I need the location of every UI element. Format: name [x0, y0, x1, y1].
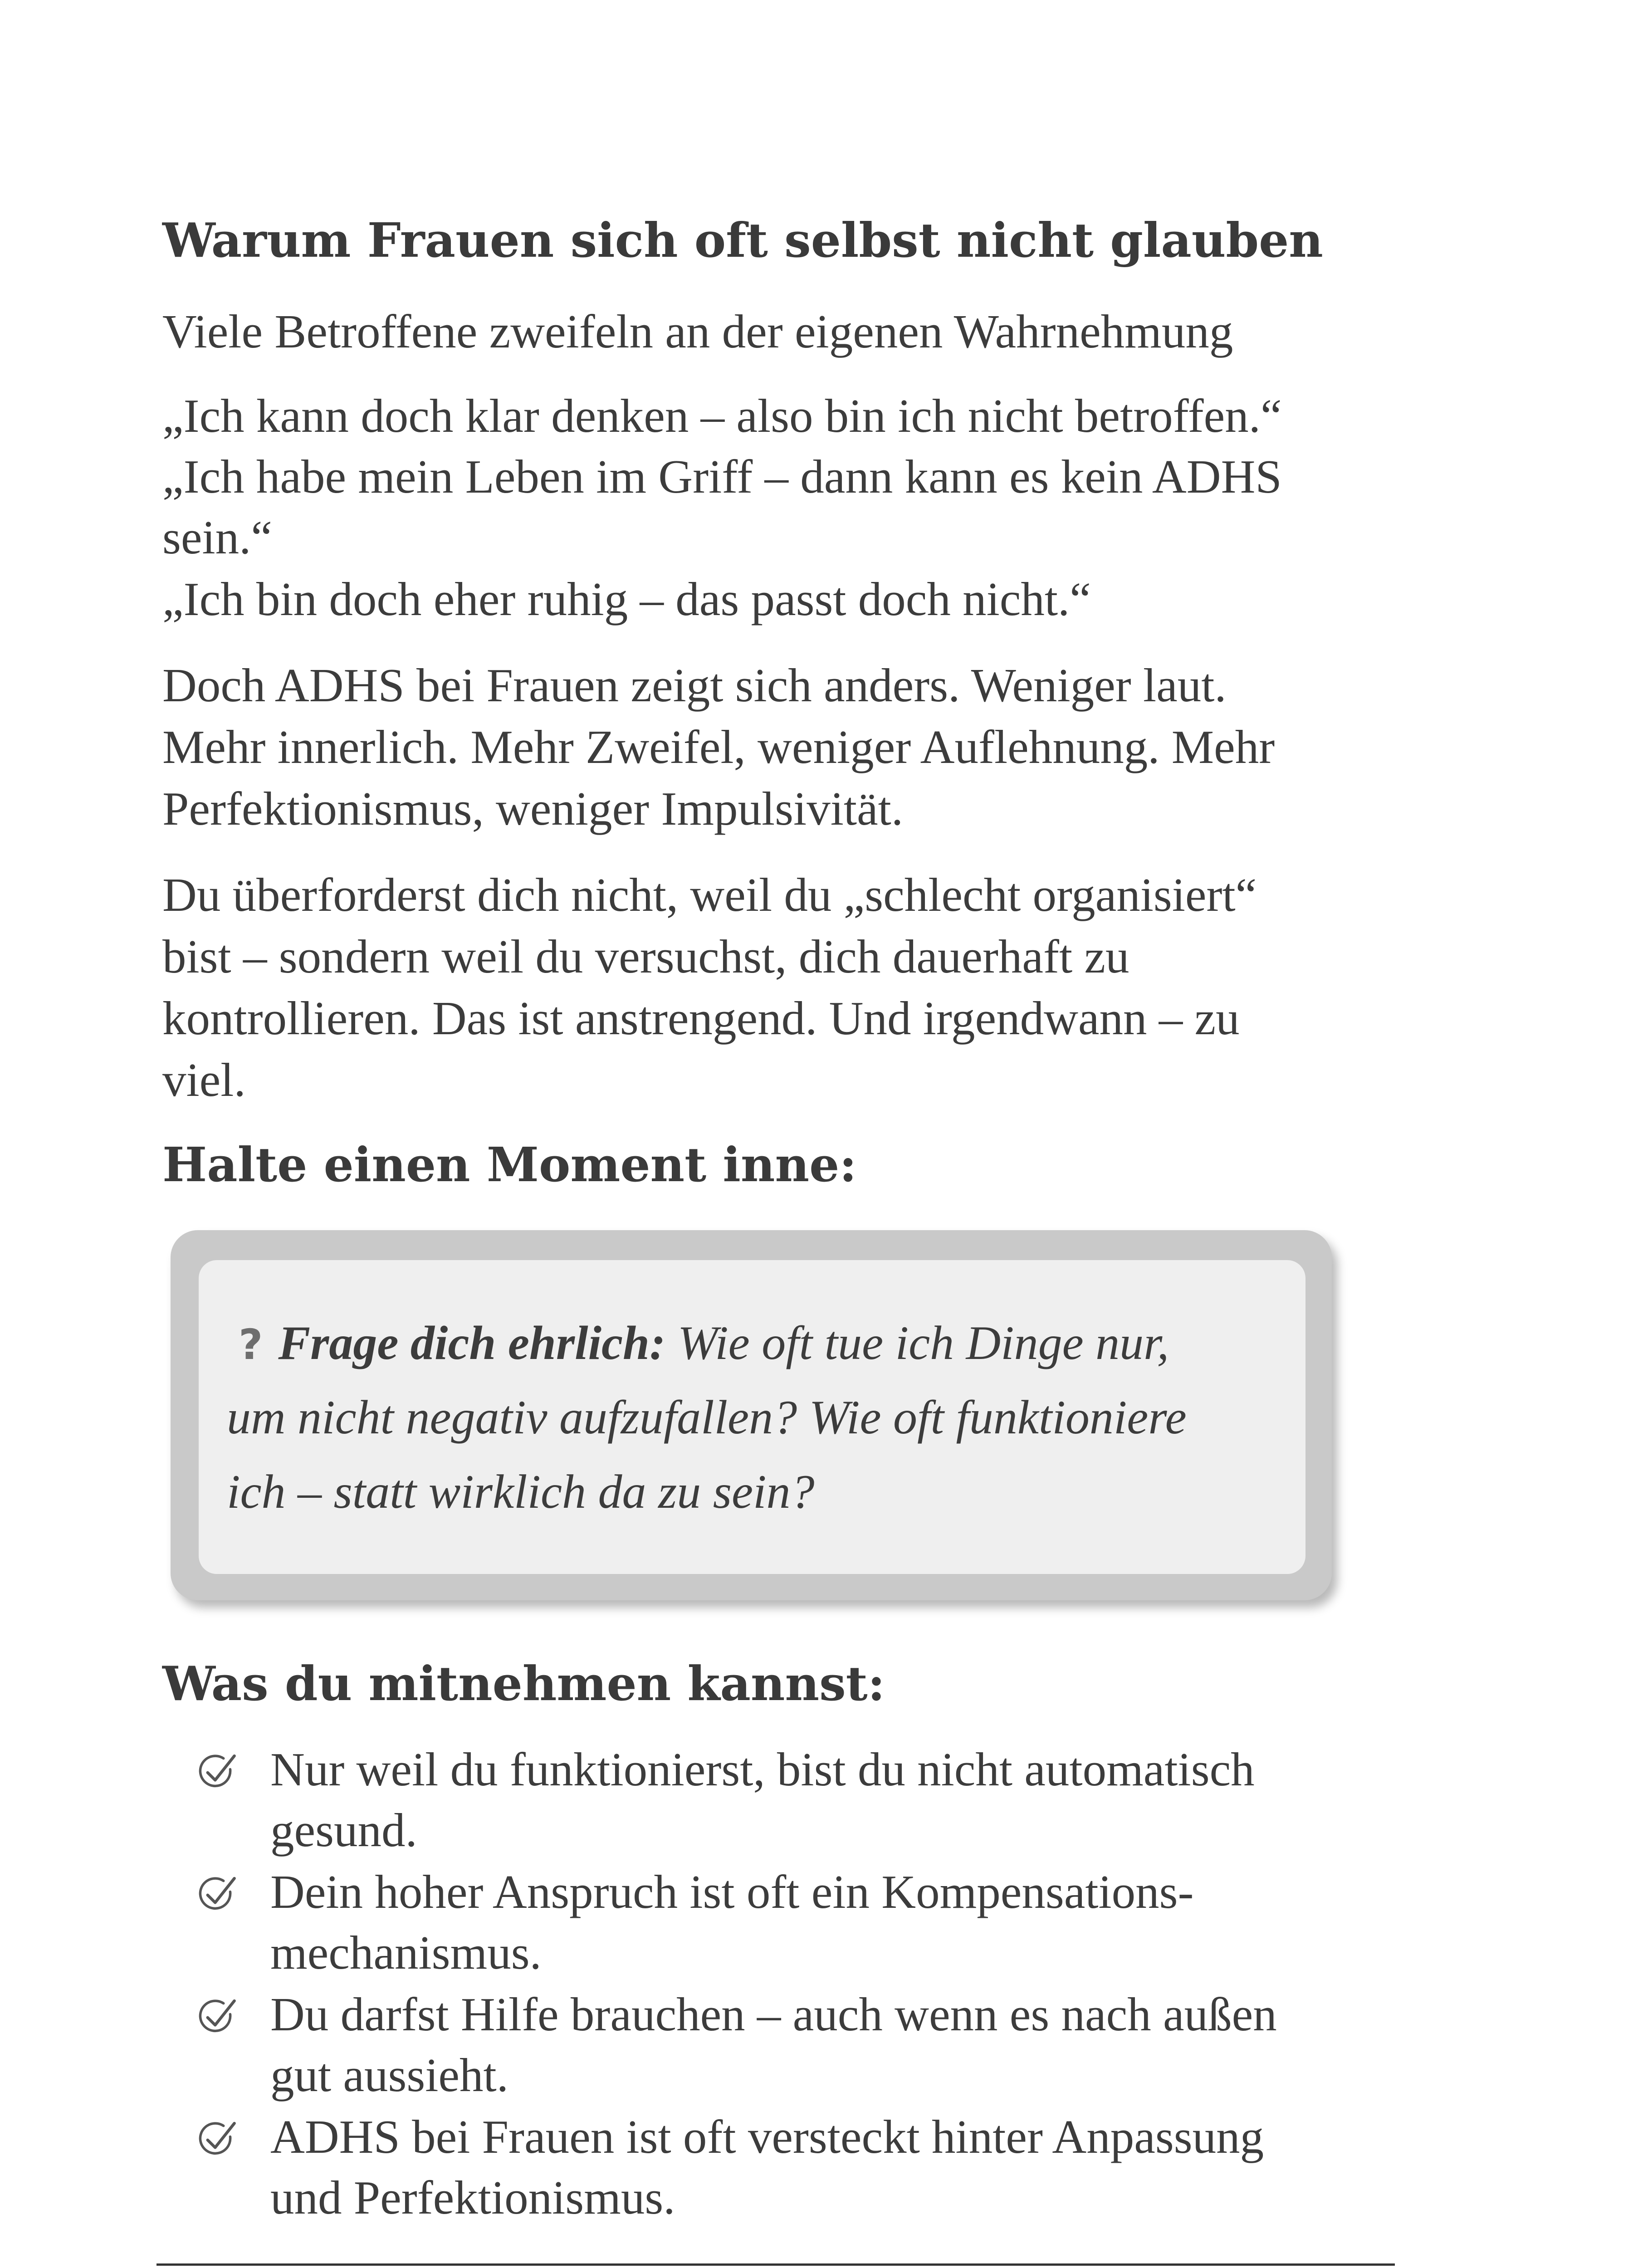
takeaway-line: mechanismus.	[270, 1926, 542, 1979]
reflection-label: Frage dich ehrlich:	[278, 1316, 666, 1369]
paragraph-2-line-1: Du überforderst dich nicht, weil du „schlecht organisiert“	[162, 868, 1257, 921]
quote-line-4: „Ich bin doch eher ruhig – das passt doch nicht.“	[162, 572, 1091, 626]
checkmark-circle-icon	[196, 1873, 238, 1915]
paragraph-2-line-4: viel.	[162, 1053, 246, 1106]
reflection-line-1	[227, 1315, 1169, 1371]
question-mark-icon: ?	[239, 1320, 263, 1369]
quote-line-3: sein.“	[162, 511, 272, 564]
reflection-line-3: ich – statt wirklich da zu sein?	[227, 1465, 815, 1518]
takeaway-line: Du darfst Hilfe brauchen – auch wenn es nach außen	[270, 1988, 1277, 2041]
takeaway-line: Dein hoher Anspruch ist oft ein Kompensations-	[270, 1865, 1194, 1918]
checkmark-circle-icon	[196, 1996, 238, 2038]
takeaway-line: Nur weil du funktionierst, bist du nicht automatisch	[270, 1743, 1255, 1796]
section-heading-why-women-doubt: Warum Frauen sich oft selbst nicht glauben	[162, 212, 1323, 268]
paragraph-2-line-3: kontrollieren. Das ist anstrengend. Und irgendwann – zu	[162, 992, 1240, 1045]
paragraph-1-line-1: Doch ADHS bei Frauen zeigt sich anders. Weniger laut.	[162, 659, 1227, 712]
footer-divider	[156, 2263, 1395, 2266]
quote-line-2: „Ich habe mein Leben im Griff – dann kann es kein ADHS	[162, 450, 1282, 503]
paragraph-1-line-3: Perfektionismus, weniger Impulsivität.	[162, 782, 904, 835]
checkmark-circle-icon	[196, 1751, 238, 1793]
section-heading-pause: Halte einen Moment inne:	[162, 1137, 857, 1193]
section-heading-takeaways: Was du mitnehmen kannst:	[162, 1656, 885, 1711]
takeaway-line: ADHS bei Frauen ist oft versteckt hinter Anpassung	[270, 2110, 1264, 2163]
paragraph-1-line-2: Mehr innerlich. Mehr Zweifel, weniger Auflehnung. Mehr	[162, 720, 1275, 773]
intro-line: Viele Betroffene zweifeln an der eigenen Wahrnehmung	[162, 305, 1233, 358]
paragraph-2-line-2: bist – sondern weil du versuchst, dich dauerhaft zu	[162, 930, 1129, 983]
takeaway-line: gut aussieht.	[270, 2048, 508, 2102]
quote-line-1: „Ich kann doch klar denken – also bin ich nicht betroffen.“	[162, 389, 1282, 442]
takeaway-line: gesund.	[270, 1804, 417, 1857]
checkmark-circle-icon	[196, 2118, 238, 2160]
takeaway-line: und Perfektionismus.	[270, 2171, 675, 2224]
reflection-question-start: Wie oft tue ich Dinge nur,	[665, 1316, 1169, 1369]
reflection-line-2: um nicht negativ aufzufallen? Wie oft funktioniere	[227, 1391, 1187, 1444]
